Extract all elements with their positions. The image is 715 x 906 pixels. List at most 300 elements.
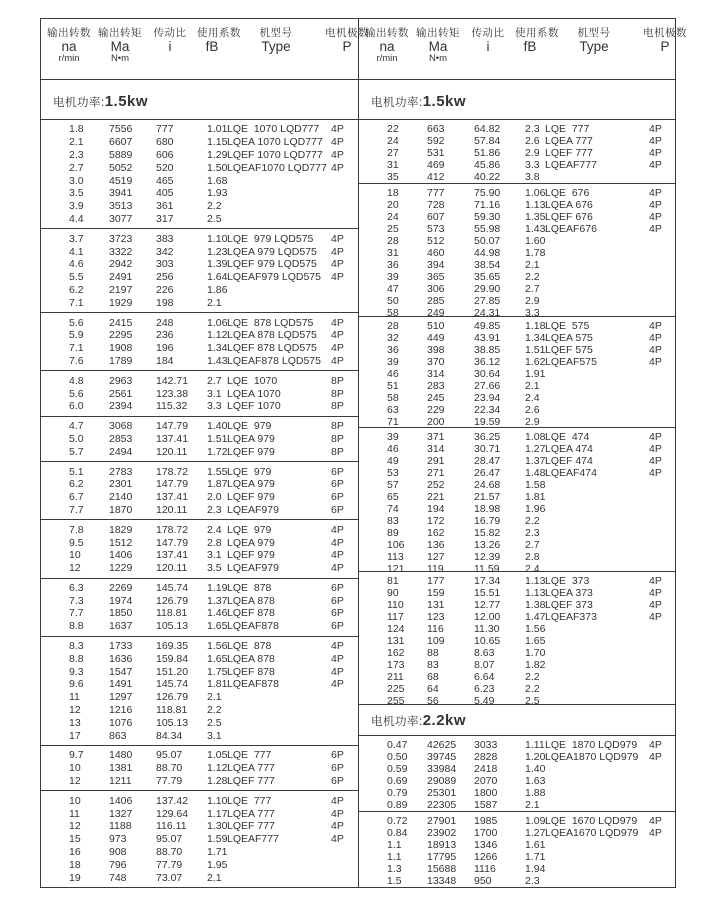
cell-ma: 748 (109, 871, 127, 884)
cell-na: 10 (69, 549, 81, 562)
cell-ma: 56 (427, 695, 439, 708)
header-cell-p (643, 28, 687, 54)
cell-na: 46 (387, 442, 399, 455)
cell-na: 31 (387, 159, 399, 171)
cell-ma: 370 (427, 356, 445, 369)
cell-ma: 83 (427, 659, 439, 672)
cell-ma: 1870 (109, 503, 133, 516)
table-row (359, 827, 675, 839)
cell-ma: 17795 (427, 851, 457, 864)
cell-i: 88.70 (156, 846, 183, 859)
cell-na: 5.7 (69, 445, 84, 458)
cell-na: 0.69 (387, 775, 408, 788)
cell-ma: 1929 (109, 296, 133, 309)
cell-p: 4P (331, 245, 344, 258)
cell-type: LQEF 575 (545, 344, 593, 357)
cell-type: LQEA 878 LQD575 (227, 329, 317, 342)
cell-i: 236 (156, 329, 174, 342)
table-row (359, 739, 675, 751)
cell-na: 13 (69, 716, 81, 729)
cell-fb: 1.56 (525, 623, 546, 636)
table-row (41, 859, 358, 871)
cell-fb: 1.70 (525, 647, 546, 660)
cell-na: 39 (387, 430, 399, 443)
table-row (359, 455, 675, 467)
cell-na: 0.79 (387, 787, 408, 800)
data-column-left (41, 80, 358, 887)
cell-p (643, 295, 675, 307)
cell-type: LQE 979 (227, 523, 272, 536)
table-row (41, 820, 358, 832)
header-cell-type (227, 28, 325, 54)
cell-ma: 1491 (109, 678, 133, 691)
cell-ma: 394 (427, 259, 445, 272)
cell-na: 31 (387, 247, 399, 260)
cell-na: 211 (387, 671, 404, 684)
cell-i: 44.98 (474, 247, 501, 260)
cell-ma: 2491 (109, 271, 133, 284)
cell-fb: 1.81 (207, 678, 228, 691)
table-row (359, 211, 675, 223)
cell-type (545, 863, 643, 875)
cell-fb: 1.12 (207, 762, 228, 775)
cell-fb: 2.2 (207, 200, 222, 213)
cell-fb: 1.94 (525, 863, 546, 876)
cell-p: 6P (331, 775, 344, 788)
cell-type: LQEA 1070 LQD777 (227, 136, 323, 149)
ratio-block (41, 371, 358, 416)
cell-ma: 1327 (109, 807, 133, 820)
table-row (41, 213, 358, 225)
cell-na: 58 (387, 392, 399, 405)
cell-type (545, 295, 643, 307)
cell-i: 11.30 (474, 623, 500, 636)
table-row (41, 504, 358, 516)
cell-type (545, 671, 643, 683)
ratio-block (41, 417, 358, 462)
cell-p: 4P (331, 123, 344, 136)
cell-i: 10.65 (474, 635, 501, 648)
cell-i: 6.23 (474, 683, 495, 696)
cell-type (545, 247, 643, 259)
cell-type (545, 491, 643, 503)
header-cell-i (461, 28, 515, 54)
cell-p: 4P (331, 678, 344, 691)
cell-p: 4P (649, 332, 662, 345)
table-row (41, 595, 358, 607)
cell-na: 39 (387, 271, 399, 284)
cell-fb: 1.29 (207, 148, 228, 161)
cell-p: 4P (331, 562, 344, 575)
table-row (41, 297, 358, 309)
cell-na: 22 (387, 123, 399, 135)
cell-ma: 1637 (109, 620, 133, 633)
cell-na: 0.84 (387, 827, 408, 840)
cell-type (227, 297, 325, 309)
cell-na: 9.7 (69, 749, 84, 762)
cell-na: 113 (387, 550, 404, 563)
cell-na: 0.59 (387, 763, 408, 776)
cell-fb: 2.3 (525, 123, 540, 135)
cell-type (545, 851, 643, 863)
cell-i: 12.77 (474, 599, 501, 612)
cell-na: 57 (387, 478, 399, 491)
cell-type: LQEF 474 (545, 454, 593, 467)
ratio-block (359, 428, 675, 573)
cell-na: 5.0 (69, 432, 84, 445)
cell-ma: 1908 (109, 342, 133, 355)
cell-type: LQE 979 (227, 465, 272, 478)
cell-fb: 1.12 (207, 329, 228, 342)
cell-ma: 127 (427, 550, 445, 563)
cell-na: 1.1 (387, 839, 402, 852)
cell-na: 5.6 (69, 387, 84, 400)
cell-type (545, 171, 643, 183)
cell-na: 2.1 (69, 136, 84, 149)
cell-p (325, 200, 358, 212)
cell-fb: 1.28 (207, 775, 228, 788)
cell-i: 1800 (474, 787, 498, 800)
cell-i: 8.63 (474, 647, 495, 660)
table-row (359, 851, 675, 863)
cell-na: 7.3 (69, 594, 84, 607)
table-row (359, 787, 675, 799)
cell-type (545, 235, 643, 247)
cell-p (643, 839, 675, 851)
cell-i: 77.79 (156, 775, 183, 788)
cell-i: 120.11 (156, 445, 188, 458)
cell-p (325, 717, 358, 729)
cell-i: 12.00 (474, 611, 501, 624)
cell-na: 71 (387, 416, 399, 429)
table-row (41, 717, 358, 729)
section-title (359, 705, 675, 736)
header-label-zh: 电机极数 (643, 27, 687, 39)
cell-na: 65 (387, 490, 399, 503)
cell-i: 24.31 (474, 307, 501, 320)
cell-p: 8P (331, 445, 344, 458)
section-title (359, 80, 675, 120)
cell-na: 4.6 (69, 258, 84, 271)
ratio-block (359, 812, 675, 887)
cell-p (643, 623, 675, 635)
cell-p: 6P (331, 620, 344, 633)
cell-p (325, 730, 358, 742)
cell-p (325, 297, 358, 309)
header-symbol: na (61, 39, 77, 55)
cell-p (643, 491, 675, 503)
cell-type (545, 551, 643, 563)
cell-i: 75.90 (474, 187, 501, 200)
cell-type: LQEF 979 (227, 549, 275, 562)
cell-p: 4P (649, 430, 662, 443)
table-row (41, 355, 358, 367)
cell-type: LQEF 878 LQD575 (227, 342, 317, 355)
cell-p: 4P (649, 199, 662, 212)
section-title-value: 1.5kw (422, 93, 467, 110)
cell-fb: 1.09 (525, 815, 546, 828)
cell-fb: 2.4 (525, 392, 540, 405)
cell-type: LQEA 979 LQD575 (227, 245, 317, 258)
cell-fb: 2.1 (207, 871, 222, 884)
header-cell-na (359, 28, 415, 64)
cell-fb: 2.4 (207, 523, 222, 536)
cell-ma: 908 (109, 846, 127, 859)
table-row (41, 537, 358, 549)
cell-p: 4P (649, 320, 662, 333)
cell-na: 3.9 (69, 200, 84, 213)
table-row (41, 162, 358, 174)
cell-fb: 1.65 (207, 652, 228, 665)
cell-fb: 2.9 (525, 295, 540, 308)
cell-p: 6P (331, 607, 344, 620)
table-row (359, 775, 675, 787)
cell-fb: 1.13 (525, 575, 546, 588)
table-row (359, 815, 675, 827)
cell-i: 342 (156, 245, 174, 258)
cell-i: 151.20 (156, 665, 189, 678)
cell-type (545, 775, 643, 787)
cell-ma: 398 (427, 344, 445, 357)
cell-p: 4P (649, 454, 662, 467)
cell-i: 1700 (474, 827, 498, 840)
table-row (41, 123, 358, 135)
cell-fb: 1.96 (525, 502, 546, 515)
cell-fb: 2.7 (525, 538, 540, 551)
cell-i: 30.71 (474, 442, 501, 455)
cell-type: LQEAF777 (545, 159, 597, 171)
cell-type: LQE 979 LQD575 (227, 232, 314, 245)
table-row (41, 524, 358, 536)
cell-i: 248 (156, 316, 174, 329)
cell-na: 255 (387, 695, 405, 708)
table-header (41, 19, 687, 80)
cell-ma: 3068 (109, 420, 133, 433)
cell-fb: 1.34 (207, 342, 228, 355)
cell-i: 27.85 (474, 295, 501, 308)
cell-p: 4P (331, 833, 344, 846)
cell-i: 30.64 (474, 368, 501, 381)
cell-fb: 1.46 (207, 607, 228, 620)
cell-i: 120.11 (156, 503, 188, 516)
cell-ma: 194 (427, 502, 445, 515)
cell-i: 95.07 (156, 749, 183, 762)
cell-type (545, 479, 643, 491)
table-row (41, 666, 358, 678)
cell-p: 4P (649, 147, 662, 159)
cell-type (545, 527, 643, 539)
cell-ma: 42625 (427, 739, 457, 752)
cell-ma: 23902 (427, 827, 457, 840)
cell-i: 59.30 (474, 211, 501, 224)
cell-i: 13.26 (474, 538, 501, 551)
header-label-zh: 输出转数 (47, 27, 91, 39)
cell-p: 6P (331, 478, 344, 491)
cell-p (643, 683, 675, 695)
cell-ma: 3941 (109, 187, 133, 200)
cell-na: 58 (387, 307, 399, 320)
table-row (359, 187, 675, 199)
cell-na: 12 (69, 562, 81, 575)
cell-na: 18 (69, 858, 81, 871)
cell-na: 5.6 (69, 316, 84, 329)
cell-p (325, 175, 358, 187)
cell-ma: 200 (427, 416, 445, 429)
cell-fb: 2.1 (525, 380, 540, 393)
table-row (41, 200, 358, 212)
cell-na: 83 (387, 514, 399, 527)
cell-type: LQEAF878 LQD575 (227, 354, 321, 367)
cell-p (643, 763, 675, 775)
cell-i: 115.32 (156, 400, 188, 413)
cell-i: 777 (156, 123, 174, 136)
cell-na: 7.1 (69, 342, 84, 355)
table-row (359, 368, 675, 380)
cell-i: 126.79 (156, 594, 189, 607)
ratio-block (359, 736, 675, 812)
header-label-zh: 电机极数 (325, 27, 369, 39)
cell-i: 1587 (474, 799, 498, 812)
cell-fb: 1.13 (525, 587, 546, 600)
table-row (41, 582, 358, 594)
cell-fb: 1.55 (207, 465, 228, 478)
table-row (41, 466, 358, 478)
table-row (359, 863, 675, 875)
ratio-block (359, 572, 675, 708)
table-row (359, 431, 675, 443)
cell-fb: 2.1 (525, 259, 540, 272)
cell-type: LQE 1870 LQD979 (545, 739, 638, 752)
table-header-right (358, 19, 687, 79)
cell-na: 18 (387, 187, 399, 200)
cell-fb: 2.4 (525, 562, 540, 575)
ratio-block (359, 317, 675, 427)
cell-p (643, 416, 675, 428)
cell-na: 35 (387, 171, 399, 183)
cell-type (545, 259, 643, 271)
cell-fb: 1.11 (525, 739, 545, 752)
cell-na: 5.1 (69, 465, 84, 478)
cell-na: 10 (69, 794, 81, 807)
cell-i: 184 (156, 354, 174, 367)
cell-ma: 1480 (109, 749, 133, 762)
cell-i: 18.98 (474, 502, 501, 515)
cell-i: 51.86 (474, 147, 501, 159)
cell-i: 145.74 (156, 581, 189, 594)
cell-p (643, 863, 675, 875)
ratio-block (41, 462, 358, 520)
cell-na: 51 (387, 380, 399, 393)
cell-p (325, 691, 358, 703)
cell-type: LQEF 878 (227, 607, 275, 620)
header-cell-ma (97, 28, 143, 64)
cell-i: 303 (156, 258, 174, 271)
cell-i: 11.59 (474, 562, 500, 575)
header-symbol: i (486, 39, 490, 55)
header-symbol: Ma (428, 39, 448, 55)
cell-i: 36.25 (474, 430, 501, 443)
table-row (41, 640, 358, 652)
cell-i: 126.79 (156, 691, 189, 704)
header-symbol: Type (261, 39, 291, 55)
cell-type: LQEAF575 (545, 356, 597, 369)
cell-type (545, 763, 643, 775)
header-symbol: P (342, 39, 352, 55)
table-row (359, 356, 675, 368)
table-row (41, 420, 358, 432)
cell-p: 4P (649, 587, 662, 600)
cell-na: 131 (387, 635, 405, 648)
cell-type (545, 515, 643, 527)
cell-na: 15 (69, 833, 81, 846)
section-title-prefix: 电机功率: (371, 97, 423, 109)
table-row (359, 539, 675, 551)
cell-fb: 1.71 (207, 846, 228, 859)
cell-p (643, 647, 675, 659)
cell-i: 105.13 (156, 716, 189, 729)
cell-fb: 1.35 (525, 211, 546, 224)
cell-fb: 2.1 (525, 799, 540, 812)
cell-ma: 2415 (109, 316, 133, 329)
table-row (41, 233, 358, 245)
cell-ma: 460 (427, 247, 445, 260)
cell-p (643, 259, 675, 271)
header-symbol: Type (579, 39, 609, 55)
cell-fb: 1.51 (207, 432, 228, 445)
table-row (359, 259, 675, 271)
ratio-block (41, 791, 358, 887)
ratio-block (41, 579, 358, 637)
table-row (359, 123, 675, 135)
cell-p: 4P (331, 161, 344, 174)
cell-ma: 1076 (109, 716, 133, 729)
cell-type: LQEF 777 (227, 775, 275, 788)
cell-ma: 314 (427, 442, 445, 455)
cell-ma: 162 (427, 526, 445, 539)
cell-fb: 2.5 (207, 716, 222, 729)
cell-ma: 3513 (109, 200, 133, 213)
cell-p: 4P (331, 232, 344, 245)
cell-type: LQEF 979 LQD575 (227, 258, 317, 271)
cell-type (227, 846, 325, 858)
cell-na: 0.72 (387, 815, 408, 828)
cell-fb: 3.5 (207, 562, 222, 575)
cell-type: LQEAF474 (545, 466, 597, 479)
cell-fb: 1.48 (525, 466, 546, 479)
cell-p (643, 775, 675, 787)
cell-type: LQE 878 LQD575 (227, 316, 314, 329)
cell-fb: 1.93 (207, 187, 228, 200)
cell-p: 4P (649, 751, 662, 764)
cell-na: 11 (69, 691, 80, 704)
header-unit: r/min (58, 53, 80, 65)
cell-fb: 3.3 (207, 400, 222, 413)
cell-type: LQEA1670 LQD979 (545, 827, 639, 840)
cell-ma: 592 (427, 135, 445, 147)
cell-ma: 177 (427, 575, 445, 588)
header-symbol: P (660, 39, 670, 55)
cell-ma: 159 (427, 587, 445, 600)
cell-na: 121 (387, 562, 405, 575)
cell-ma: 1216 (109, 704, 133, 717)
cell-p: 4P (331, 354, 344, 367)
cell-fb: 3.1 (207, 729, 222, 742)
cell-ma: 33984 (427, 763, 457, 776)
cell-i: 198 (156, 296, 174, 309)
cell-na: 6.2 (69, 283, 84, 296)
cell-fb: 2.8 (525, 550, 540, 563)
cell-p (643, 539, 675, 551)
